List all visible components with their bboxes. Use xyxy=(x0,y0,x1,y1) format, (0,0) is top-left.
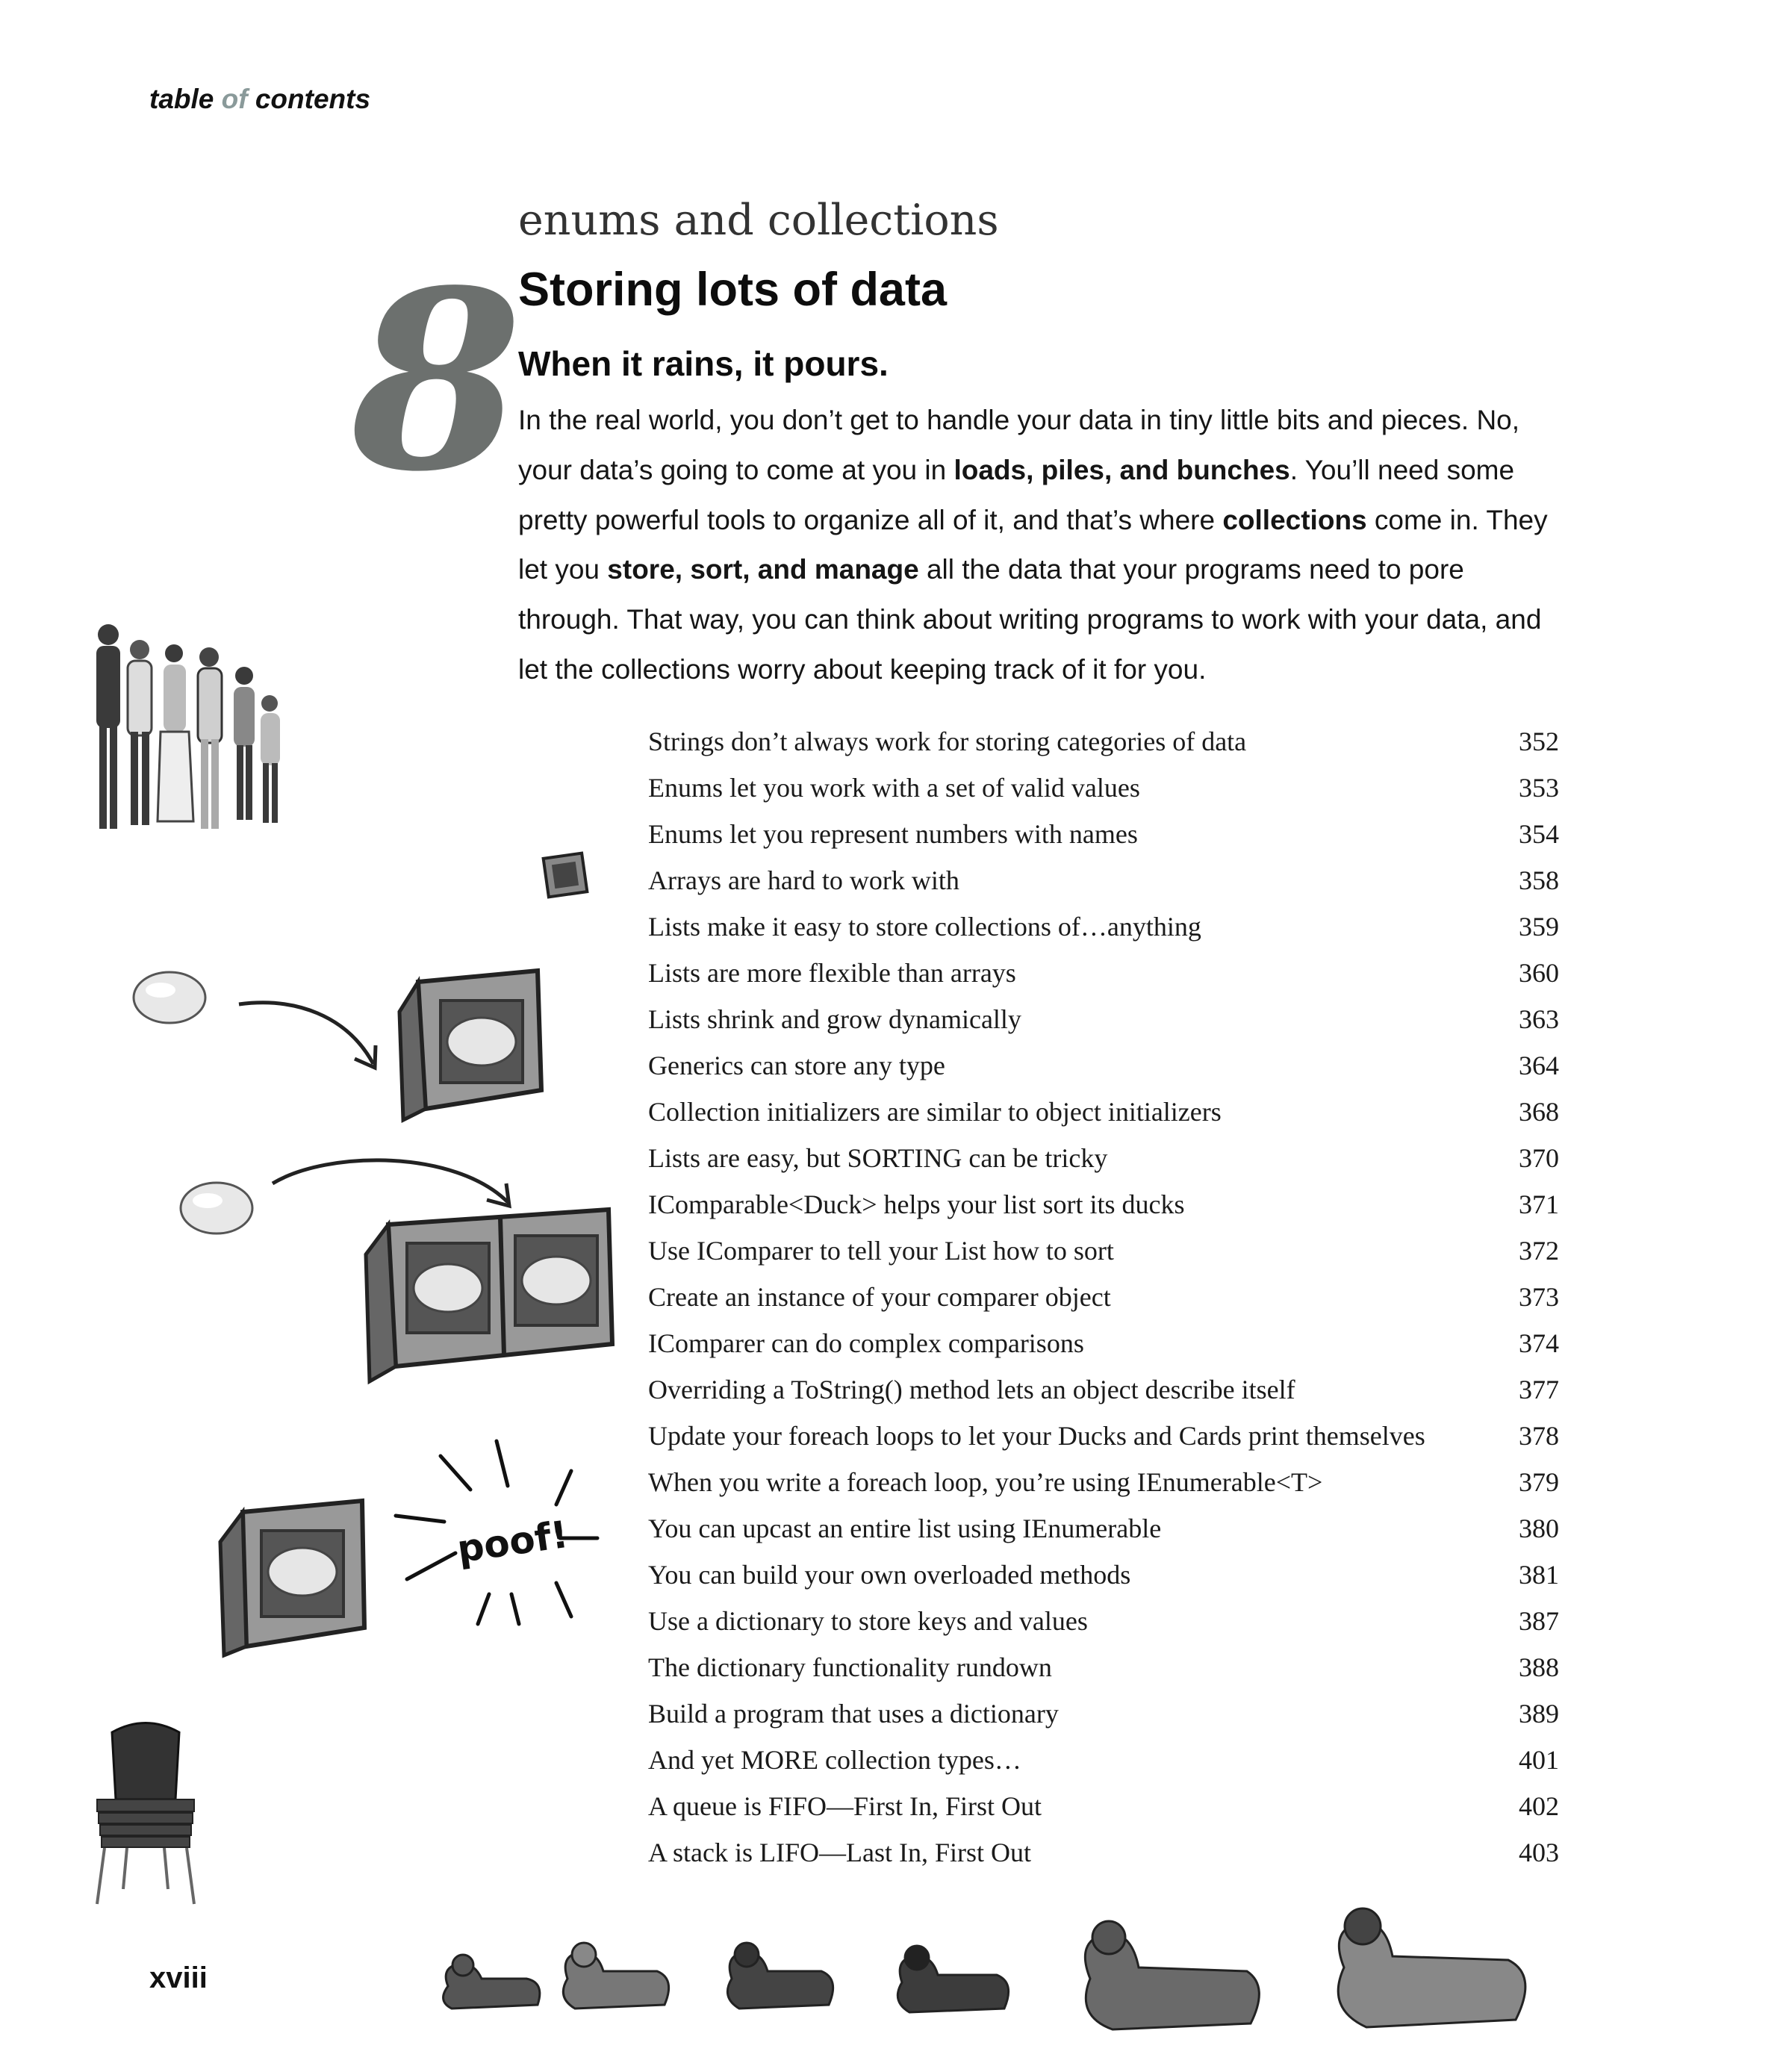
toc-entry-page: 389 xyxy=(1519,1699,1559,1729)
toc-entry-page: 387 xyxy=(1519,1606,1559,1636)
toc-entry[interactable] xyxy=(648,1135,1559,1181)
header-word-contents: contents xyxy=(255,84,371,114)
chapter-kicker: enums and collections xyxy=(518,196,999,245)
intro-bold-1: loads, piles, and bunches xyxy=(953,454,1290,485)
toc-entry[interactable] xyxy=(648,1181,1559,1228)
box-with-egg-icon xyxy=(217,1490,370,1661)
toc-entry-title: Use a dictionary to store keys and values xyxy=(648,1606,1088,1636)
toc-entry-page: 358 xyxy=(1519,865,1559,895)
toc-entry-title: Create an instance of your comparer object xyxy=(648,1282,1111,1312)
toc-entry-title: A stack is LIFO—Last In, First Out xyxy=(648,1838,1031,1867)
toc-entry[interactable] xyxy=(648,950,1559,996)
toc-entry-page: 353 xyxy=(1519,773,1559,803)
toc-entry-title: And yet MORE collection types… xyxy=(648,1745,1021,1775)
toc-entry-page: 378 xyxy=(1519,1421,1559,1451)
intro-text-2: . You’ll need some pretty powerful tools to organize all of it, and that’s where xyxy=(518,454,1515,535)
toc-entry-title: Enums let you work with a set of valid values xyxy=(648,773,1140,803)
toc-entry-page: 402 xyxy=(1519,1791,1559,1821)
running-header xyxy=(149,84,370,115)
toc-entry-title: Overriding a ToString() method lets an object describe itself xyxy=(648,1375,1295,1404)
toc-entry-page: 370 xyxy=(1519,1143,1559,1173)
toc-entry-page: 379 xyxy=(1519,1467,1559,1497)
toc-entry-title: Lists are easy, but SORTING can be tricky xyxy=(648,1143,1108,1173)
toc-entry[interactable] xyxy=(648,1320,1559,1366)
header-word-table: table xyxy=(149,84,214,114)
toc-entry-page: 368 xyxy=(1519,1097,1559,1127)
toc-entry-page: 354 xyxy=(1519,819,1559,849)
toc-list xyxy=(648,718,1559,1876)
toc-entry-title: You can upcast an entire list using IEnumerable xyxy=(648,1513,1162,1543)
toc-entry-page: 364 xyxy=(1519,1051,1559,1080)
stacked-chairs-illustration xyxy=(90,1717,202,1908)
people-line-illustration xyxy=(86,620,295,840)
toc-entry[interactable] xyxy=(648,765,1559,811)
page-number: xviii xyxy=(149,1961,208,1994)
toc-entry[interactable] xyxy=(648,996,1559,1042)
toc-entry-page: 352 xyxy=(1519,727,1559,756)
toc-entry-title: IComparer can do complex comparisons xyxy=(648,1328,1084,1358)
toc-entry[interactable] xyxy=(648,1783,1559,1829)
toc-entry[interactable] xyxy=(648,718,1559,765)
toc-entry-title: The dictionary functionality rundown xyxy=(648,1652,1052,1682)
toc-entry[interactable] xyxy=(648,1552,1559,1598)
intro-bold-2: collections xyxy=(1222,504,1367,535)
toc-entry-page: 373 xyxy=(1519,1282,1559,1312)
toc-entry[interactable] xyxy=(648,857,1559,903)
chapter-title: Storing lots of data xyxy=(518,264,947,316)
arrow-icon xyxy=(235,993,385,1075)
egg-icon xyxy=(131,968,209,1027)
toc-entry-title: When you write a foreach loop, you’re using IEnumerable<T> xyxy=(648,1467,1323,1497)
box-with-egg-icon xyxy=(396,959,545,1131)
toc-entry[interactable] xyxy=(648,1690,1559,1737)
toc-entry-title: Build a program that uses a dictionary xyxy=(648,1699,1059,1729)
toc-entry[interactable] xyxy=(648,1042,1559,1089)
small-box-icon xyxy=(541,851,590,900)
toc-entry-page: 388 xyxy=(1519,1652,1559,1682)
toc-entry-title: Enums let you represent numbers with names xyxy=(648,819,1138,849)
intro-text-1: In the real world, you don’t get to handle your data in tiny little bits and pieces. No, your data’s going to come at you in xyxy=(518,405,1520,485)
toc-entry-page: 360 xyxy=(1519,958,1559,988)
toc-entry-title: Strings don’t always work for storing categories of data xyxy=(648,727,1247,756)
toc-entry-page: 374 xyxy=(1519,1328,1559,1358)
toc-entry-title: Lists shrink and grow dynamically xyxy=(648,1004,1021,1034)
toc-entry-page: 359 xyxy=(1519,912,1559,942)
toc-entry[interactable] xyxy=(648,1829,1559,1876)
poof-sound-effect: poof! xyxy=(454,1512,571,1572)
chapter-subtitle: When it rains, it pours. xyxy=(518,344,889,383)
toc-entry[interactable] xyxy=(648,1413,1559,1459)
toc-entry-page: 377 xyxy=(1519,1375,1559,1404)
intro-bold-3: store, sort, and manage xyxy=(607,554,919,585)
toc-entry-title: Use IComparer to tell your List how to sort xyxy=(648,1236,1114,1266)
toc-entry-title: Lists make it easy to store collections of…anything xyxy=(648,912,1201,942)
toc-entry-page: 403 xyxy=(1519,1838,1559,1867)
toc-entry-title: Update your foreach loops to let your Ducks and Cards print themselves xyxy=(648,1421,1425,1451)
toc-entry[interactable] xyxy=(648,903,1559,950)
toc-entry-title: Collection initializers are similar to object initializers xyxy=(648,1097,1222,1127)
toc-entry[interactable] xyxy=(648,1598,1559,1644)
toc-entry-title: You can build your own overloaded methods xyxy=(648,1560,1131,1590)
toc-entry[interactable] xyxy=(648,1366,1559,1413)
toc-entry-page: 371 xyxy=(1519,1189,1559,1219)
intro-text-4: all the data that your programs need to pore through. That way, you can think about writing programs to work with your data, and let the collections worry about keeping track of it for you. xyxy=(518,554,1542,685)
duck-decoys-illustration xyxy=(418,1897,1583,2042)
toc-entry-page: 381 xyxy=(1519,1560,1559,1590)
toc-entry[interactable] xyxy=(648,1228,1559,1274)
toc-entry[interactable] xyxy=(648,1459,1559,1505)
toc-entry[interactable] xyxy=(648,1089,1559,1135)
toc-entry-title: IComparable<Duck> helps your list sort its ducks xyxy=(648,1189,1185,1219)
chapter-intro xyxy=(518,396,1564,695)
toc-entry-title: Generics can store any type xyxy=(648,1051,945,1080)
toc-entry-page: 401 xyxy=(1519,1745,1559,1775)
toc-entry-page: 372 xyxy=(1519,1236,1559,1266)
toc-entry-page: 363 xyxy=(1519,1004,1559,1034)
chapter-number: 8 xyxy=(351,236,523,526)
toc-entry-title: A queue is FIFO—First In, First Out xyxy=(648,1791,1042,1821)
intro-text-3: come in. They let you xyxy=(518,504,1548,585)
egg-icon xyxy=(178,1178,256,1238)
toc-entry[interactable] xyxy=(648,1737,1559,1783)
double-box-with-eggs-icon xyxy=(358,1195,616,1393)
toc-entry[interactable] xyxy=(648,811,1559,857)
header-word-of: of xyxy=(221,84,248,114)
toc-entry[interactable] xyxy=(648,1505,1559,1552)
toc-entry-page: 380 xyxy=(1519,1513,1559,1543)
toc-entry-title: Arrays are hard to work with xyxy=(648,865,959,895)
toc-entry-title: Lists are more flexible than arrays xyxy=(648,958,1016,988)
toc-entry[interactable] xyxy=(648,1644,1559,1690)
toc-entry[interactable] xyxy=(648,1274,1559,1320)
